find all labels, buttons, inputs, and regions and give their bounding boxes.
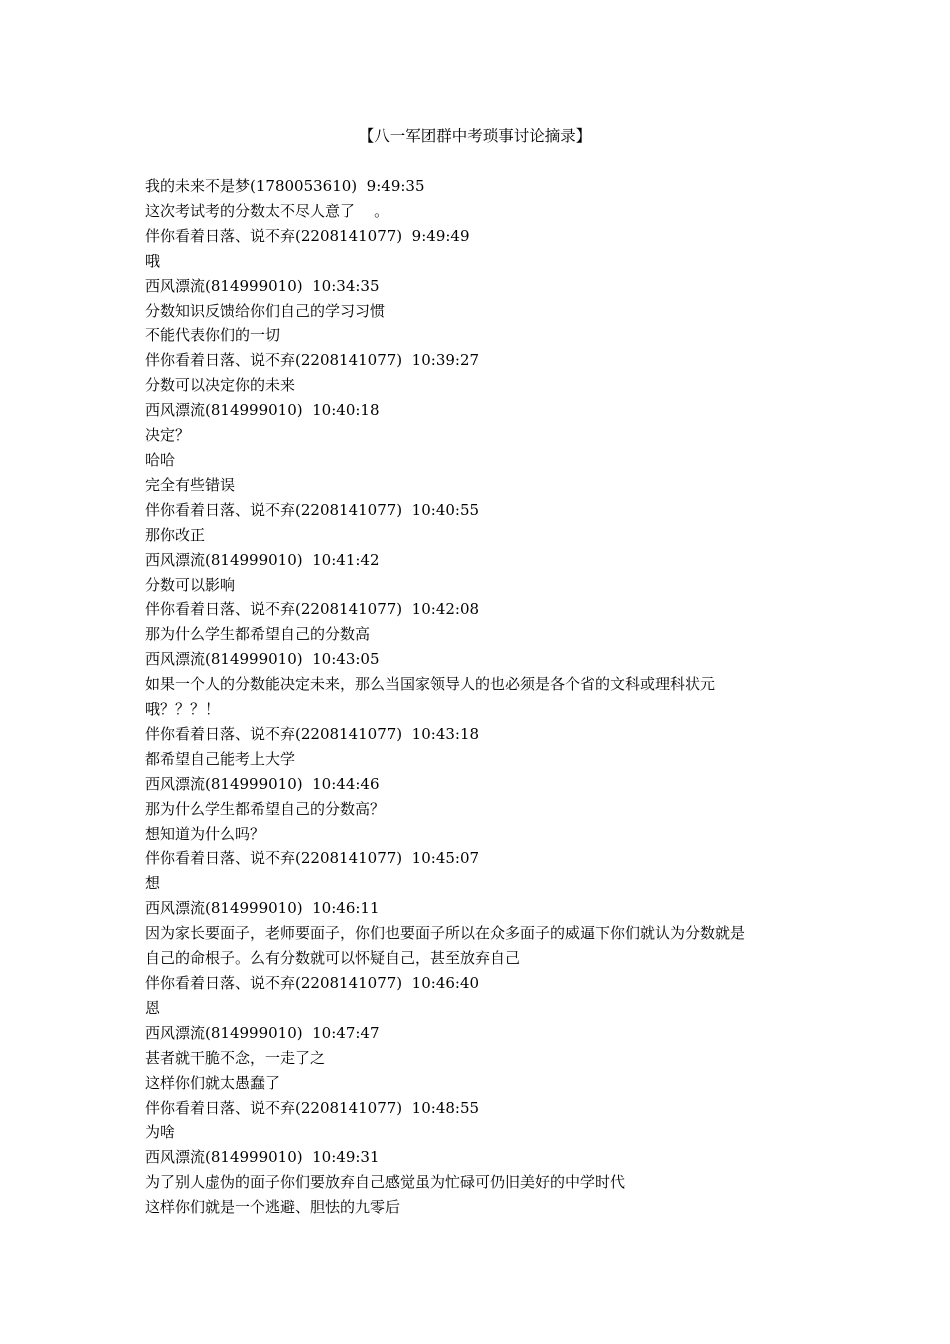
transcript-line: 西风漂流(814999010) 10:46:11: [145, 899, 380, 918]
transcript-line: 西风漂流(814999010) 10:41:42: [145, 550, 380, 569]
transcript-line: 自己的命根子。么有分数就可以怀疑自己，甚至放弃自己: [145, 949, 521, 968]
transcript-line: 如果一个人的分数能决定未来，那么当国家领导人的也必须是各个省的文科或理科状元: [145, 675, 716, 694]
transcript-line: 甚者就干脆不念，一走了之: [145, 1048, 326, 1067]
transcript-line: 伴你看着日落、说不弃(2208141077) 10:40:55: [145, 500, 480, 519]
transcript-line: 伴你看着日落、说不弃(2208141077) 10:48:55: [145, 1098, 480, 1117]
transcript-line: 那为什么学生都希望自己的分数高: [145, 625, 371, 644]
transcript-line: 这次考试考的分数太不尽人意了 。: [145, 201, 390, 220]
transcript-line: 不能代表你们的一切: [145, 326, 281, 345]
document-title: 【八一军团群中考琐事讨论摘录】: [358, 127, 592, 145]
transcript-line: 那为什么学生都希望自己的分数高？: [145, 799, 386, 818]
transcript-line: 伴你看着日落、说不弃(2208141077) 10:39:27: [145, 351, 480, 370]
transcript-line: 伴你看着日落、说不弃(2208141077) 9:49:49: [145, 226, 470, 245]
transcript-line: 西风漂流(814999010) 10:40:18: [145, 401, 380, 420]
transcript-line: 伴你看着日落、说不弃(2208141077) 10:42:08: [145, 600, 480, 619]
transcript-line: 伴你看着日落、说不弃(2208141077) 10:46:40: [145, 974, 480, 992]
transcript-line: 完全有些错误: [145, 475, 236, 494]
transcript-line: 分数可以决定你的未来: [145, 376, 296, 395]
transcript-line: 这样你们就太愚蠢了: [145, 1073, 281, 1092]
transcript-line: 伴你看着日落、说不弃(2208141077) 10:43:18: [145, 724, 480, 743]
transcript-line: 因为家长要面子，老师要面子，你们也要面子所以在众多面子的威逼下你们就认为分数就是: [145, 924, 746, 943]
transcript-line: 西风漂流(814999010) 10:34:35: [145, 276, 380, 295]
transcript-line: 恩: [145, 998, 161, 1017]
transcript-line: 都希望自己能考上大学: [145, 749, 296, 768]
transcript-line: 想知道为什么吗？: [145, 824, 266, 843]
transcript-line: 西风漂流(814999010) 10:43:05: [145, 650, 380, 669]
transcript-line: 哦？？？！: [145, 700, 221, 719]
transcript-line: 这样你们就是一个逃避、胆怯的九零后: [145, 1198, 401, 1217]
transcript-line: 哈哈: [145, 450, 176, 469]
transcript-line: 想: [145, 874, 161, 893]
transcript-line: 为啥: [145, 1123, 176, 1142]
transcript-line: 分数知识反馈给你们自己的学习习惯: [145, 301, 386, 320]
transcript-line: 伴你看着日落、说不弃(2208141077) 10:45:07: [145, 849, 480, 868]
transcript-line: 西风漂流(814999010) 10:49:31: [145, 1148, 380, 1167]
transcript-line: 西风漂流(814999010) 10:44:46: [145, 774, 380, 793]
transcript-line: 为了别人虚伪的面子你们要放弃自己感觉虽为忙碌可仍旧美好的中学时代: [145, 1173, 626, 1192]
transcript-line: 那你改正: [145, 525, 206, 544]
transcript-line: 分数可以影响: [145, 575, 236, 594]
transcript-line: 西风漂流(814999010) 10:47:47: [145, 1023, 380, 1042]
transcript-line: 我的未来不是梦(1780053610) 9:49:35: [145, 177, 425, 195]
chat-transcript: [145, 174, 815, 1220]
transcript-line: 决定？: [145, 426, 191, 445]
transcript-line: 哦: [145, 251, 161, 270]
